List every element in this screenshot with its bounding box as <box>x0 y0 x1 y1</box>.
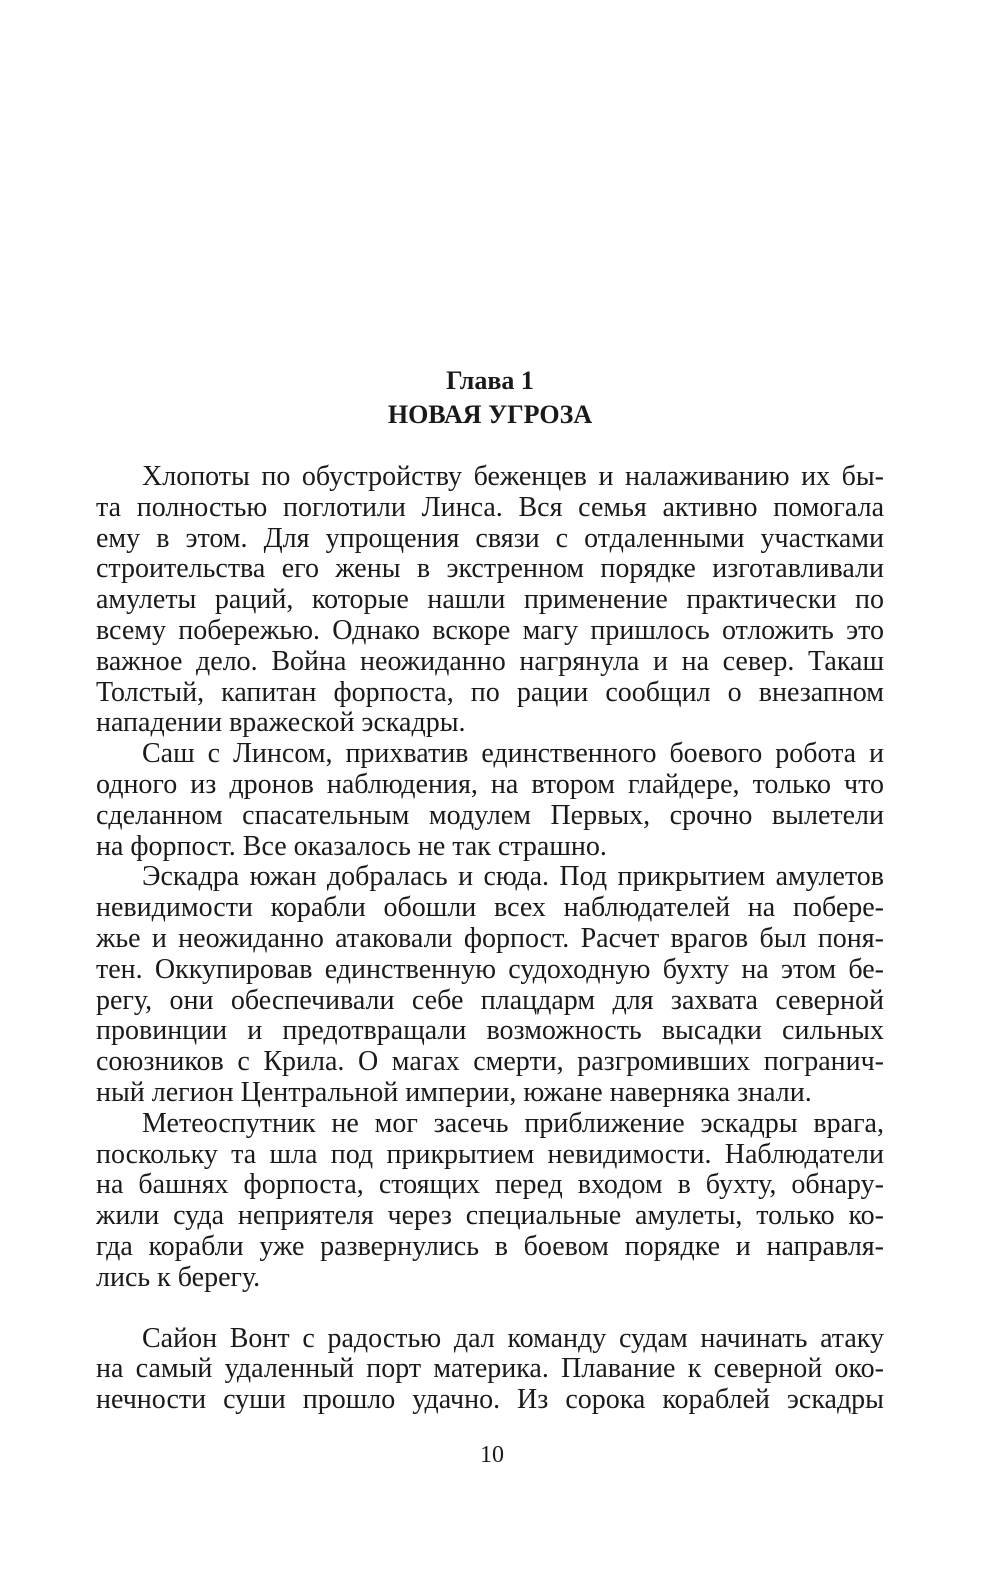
text-line: на форпост. Все оказалось не так страшно. <box>96 831 607 862</box>
text-line: нечности суши прошло удачно. Из сорока кораблей эскадры <box>96 1385 884 1416</box>
text-line: Саш с Линсом, прихватив единственного боевого робота и <box>142 739 884 770</box>
text-line: союзников с Крила. О магах смерти, разгромивших погранич- <box>96 1047 884 1078</box>
text-line: невидимости корабли обошли всех наблюдателей на побере- <box>96 893 884 924</box>
text-line: на самый удаленный порт материка. Плавание к северной око- <box>96 1354 884 1385</box>
text-line: Метеоспутник не мог засечь приближение эскадры врага, <box>142 1108 884 1139</box>
body-text <box>96 462 884 1416</box>
text-line: та полностью поглотили Линса. Вся семья активно помогала <box>96 492 884 523</box>
text-line: важное дело. Война неожиданно нагрянула и на север. Такаш <box>96 646 884 677</box>
text-line: провинции и предотвращали возможность высадки сильных <box>96 1016 884 1047</box>
text-line: амулеты раций, которые нашли применение практически по <box>96 585 884 616</box>
text-line: всему побережью. Однако вскоре магу пришлось отложить это <box>96 615 884 646</box>
text-line: поскольку та шла под прикрытием невидимости. Наблюдатели <box>96 1139 884 1170</box>
text-line: ный легион Центральной империи, южане наверняка знали. <box>96 1077 812 1108</box>
text-line: Хлопоты по обустройству беженцев и налаживанию их бы- <box>142 462 884 492</box>
text-line: лись к берегу. <box>96 1262 261 1293</box>
text-line: тен. Оккупировав единственную судоходную бухту на этом бе- <box>96 954 884 985</box>
chapter-heading <box>96 364 884 432</box>
section-break <box>96 1294 884 1324</box>
text-line: Сайон Вонт с радостью дал команду судам начинать атаку <box>142 1323 884 1354</box>
text-line: жили суда неприятеля через специальные амулеты, только ко- <box>96 1201 884 1232</box>
text-line: нападении вражеской эскадры. <box>96 708 466 739</box>
text-line: ему в этом. Для упрощения связи с отдаленными участками <box>96 523 884 554</box>
page-number: 10 <box>480 1442 504 1468</box>
text-line: гда корабли уже развернулись в боевом порядке и направля- <box>96 1231 884 1262</box>
text-line: жье и неожиданно атаковали форпост. Расчет врагов был поня- <box>96 923 884 954</box>
text-line: на башнях форпоста, стоящих перед входом в бухту, обнару- <box>96 1170 884 1201</box>
text-line: строительства его жены в экстренном порядке изготавливали <box>96 554 884 585</box>
text-line: одного из дронов наблюдения, на втором глайдере, только что <box>96 769 884 800</box>
chapter-number: Глава 1 <box>446 366 534 395</box>
chapter-title: НОВАЯ УГРОЗА <box>387 400 593 429</box>
text-line: Толстый, капитан форпоста, по рации сообщил о внезапном <box>96 677 884 708</box>
text-line: регу, они обеспечивали себе плацдарм для захвата северной <box>96 985 884 1016</box>
text-line: сделанном спасательным модулем Первых, срочно вылетели <box>96 800 884 831</box>
text-line: Эскадра южан добралась и сюда. Под прикрытием амулетов <box>142 862 884 893</box>
